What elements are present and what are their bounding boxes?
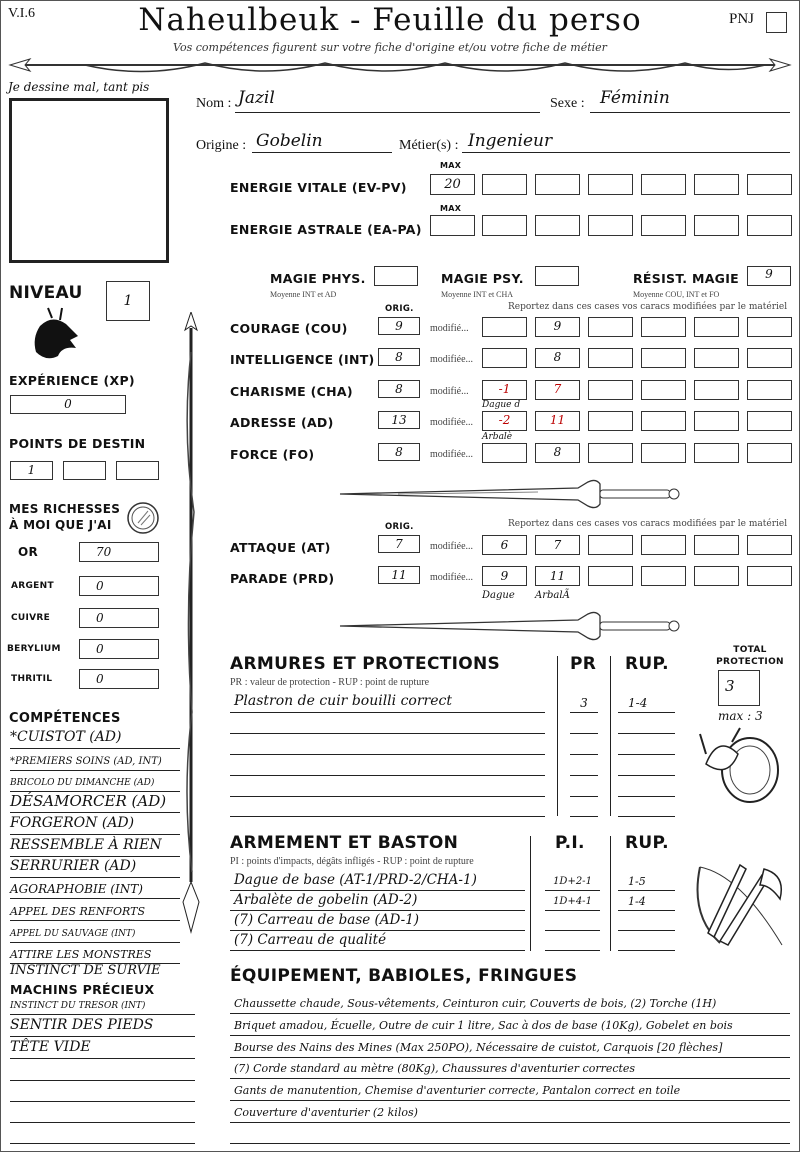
armor-pr-line	[570, 712, 598, 713]
armor-col-pr: PR	[570, 654, 597, 674]
destiny-field-3[interactable]	[116, 461, 159, 480]
magic-phys-field[interactable]	[374, 266, 418, 286]
stat-mod-field[interactable]	[482, 348, 527, 368]
equipment-line-text[interactable]: Gants de manutention, Chemise d'aventurier correcte, Pantalon correct en toile	[234, 1084, 681, 1097]
stat-orig-field[interactable]: 8	[378, 348, 420, 366]
weapons-col-pi: P.I.	[555, 833, 585, 853]
weapon-name[interactable]: Arbalète de gobelin (AD-2)	[234, 892, 418, 908]
combat-orig-label: ORIG.	[385, 522, 414, 532]
combat-orig-field[interactable]: 11	[378, 566, 420, 584]
arbalete-note: Arbalè	[482, 432, 513, 442]
origin-field[interactable]: Gobelin	[256, 131, 323, 151]
combat-note-arbalete: ArbalÃ	[535, 590, 570, 601]
ev-box-2[interactable]	[482, 174, 527, 195]
armor-line	[230, 816, 545, 817]
wealth-label-2: À MOI QUE J'AI	[9, 518, 112, 532]
level-label: NIVEAU	[9, 283, 83, 303]
skill-item[interactable]: APPEL DU SAUVAGE (INT)	[10, 929, 136, 939]
ea-box-3[interactable]	[535, 215, 580, 236]
sex-label: Sexe :	[550, 96, 585, 111]
weapon-rup-line	[618, 890, 675, 891]
armor-name[interactable]: Plastron de cuir bouilli correct	[234, 693, 452, 709]
wealth-field[interactable]: 70	[79, 542, 159, 562]
weapons-col-rup: RUP.	[625, 833, 669, 853]
combat-mod-field[interactable]: 7	[535, 535, 580, 555]
magic-psy-field[interactable]	[535, 266, 579, 286]
weapon-line	[230, 930, 525, 931]
skills-label: COMPÉTENCES	[9, 711, 121, 726]
ea-label: ENERGIE ASTRALE (EA-PA)	[230, 222, 422, 237]
skill-line	[10, 1058, 195, 1059]
skill-item[interactable]: SENTIR DES PIEDS	[10, 1017, 154, 1033]
name-field[interactable]: Jazil	[238, 88, 275, 108]
equipment-line	[230, 1035, 790, 1036]
combat-mod-field[interactable]: 11	[535, 566, 580, 586]
resist-magic-sub: Moyenne COU, INT et FO	[633, 290, 720, 299]
wealth-label: OR	[18, 545, 39, 559]
wealth-field[interactable]: 0	[79, 669, 159, 689]
coin-icon	[126, 501, 160, 535]
xp-field[interactable]: 0	[10, 395, 126, 414]
skill-line	[10, 770, 180, 771]
armor-title: ARMURES ET PROTECTIONS	[230, 654, 501, 674]
ev-box-6[interactable]	[694, 174, 739, 195]
combat-note-dague: Dague	[482, 590, 515, 601]
stat-orig-field[interactable]: 8	[378, 380, 420, 398]
stat-mod-field[interactable]	[641, 317, 686, 337]
armor-pr-line	[570, 775, 598, 776]
combat-mod-field[interactable]	[747, 566, 792, 586]
stat-label: FORCE (FO)	[230, 447, 315, 462]
skill-line	[10, 1080, 195, 1081]
skill-line	[10, 834, 180, 835]
armor-pr-line	[570, 754, 598, 755]
equipment-line	[230, 1122, 790, 1123]
stat-label: COURAGE (COU)	[230, 321, 348, 336]
combat-mod-field[interactable]	[694, 535, 739, 555]
destiny-field-1[interactable]: 1	[10, 461, 53, 480]
stat-mod-field[interactable]	[641, 348, 686, 368]
combat-mod-field[interactable]: 9	[482, 566, 527, 586]
stat-mod-field[interactable]	[641, 411, 686, 431]
total-label-2: PROTECTION	[716, 657, 784, 667]
ea-box-4[interactable]	[588, 215, 633, 236]
total-label-1: TOTAL	[733, 645, 767, 655]
stat-mod-label: modifiée...	[430, 354, 474, 365]
crossed-weapons-icon	[690, 855, 790, 950]
stat-mod-field[interactable]	[641, 380, 686, 400]
skill-item[interactable]: BRICOLO DU DIMANCHE (AD)	[10, 778, 155, 788]
ev-box-3[interactable]	[535, 174, 580, 195]
equipment-line-text[interactable]: (7) Corde standard au mètre (80Kg), Chaussures d'aventurier correctes	[234, 1062, 636, 1075]
weapon-pi[interactable]: 1D+4-1	[553, 896, 592, 907]
stat-mod-field[interactable]: -1	[482, 380, 527, 400]
total-protection-field[interactable]: 3	[718, 670, 760, 706]
ea-box-7[interactable]	[747, 215, 792, 236]
dague-note: Dague d	[482, 400, 521, 410]
armor-rup-line	[618, 733, 675, 734]
weapon-pi-line	[545, 910, 600, 911]
stat-orig-field[interactable]: 13	[378, 411, 420, 429]
combat-label: PARADE (PRD)	[230, 571, 335, 586]
equipment-title: ÉQUIPEMENT, BABIOLES, FRINGUES	[230, 966, 578, 986]
stat-mod-field[interactable]: 9	[535, 317, 580, 337]
dragon-icon	[32, 306, 82, 364]
stat-mod-label: modifiée...	[430, 417, 474, 428]
combat-mod-field[interactable]	[641, 535, 686, 555]
ev-max-label: MAX	[440, 161, 462, 170]
version-label: V.I.6	[8, 6, 35, 21]
skill-item[interactable]: RESSEMBLE À RIEN	[10, 837, 162, 853]
combat-mod-field[interactable]	[588, 566, 633, 586]
equipment-line-text[interactable]: Bourse des Nains des Mines (Max 250PO), Nécessaire de cuistot, Carquois [20 flèches]	[234, 1041, 723, 1054]
skill-line	[10, 898, 180, 899]
stat-mod-field[interactable]: 11	[535, 411, 580, 431]
spear-icon	[180, 312, 202, 937]
combat-mod-field[interactable]	[588, 535, 633, 555]
stat-mod-field[interactable]	[694, 380, 739, 400]
stats-report-note: Reportez dans ces cases vos caracs modifiées par le matériel	[508, 302, 788, 312]
equipment-line	[230, 1143, 790, 1144]
stat-mod-label: modifié...	[430, 323, 469, 334]
stat-mod-field[interactable]	[588, 380, 633, 400]
armor-col-rup: RUP.	[625, 654, 669, 674]
weapons-subtitle: PI : points d'impacts, dégâts infligés - RUP : point de rupture	[230, 856, 474, 867]
wealth-field[interactable]: 0	[79, 639, 159, 659]
weapon-pi[interactable]: 1D+2-1	[553, 876, 592, 887]
ea-max-label: MAX	[440, 204, 462, 213]
armor-pr-line	[570, 733, 598, 734]
weapon-rup-line	[618, 950, 675, 951]
skill-line	[10, 942, 180, 943]
skill-item[interactable]: SERRURIER (AD)	[10, 858, 137, 874]
wealth-label: ARGENT	[11, 581, 54, 591]
stat-mod-field[interactable]	[588, 411, 633, 431]
magic-phys-sub: Moyenne INT et AD	[270, 290, 337, 299]
stat-mod-field[interactable]	[747, 443, 792, 463]
name-label: Nom :	[196, 96, 232, 111]
wealth-label-1: MES RICHESSES	[9, 502, 121, 516]
weapon-line	[230, 910, 525, 911]
weapon-pi-line	[545, 930, 600, 931]
skill-item[interactable]: APPEL DES RENFORTS	[10, 905, 146, 918]
combat-orig-field[interactable]: 7	[378, 535, 420, 553]
weapon-rup[interactable]: 1-5	[628, 875, 646, 888]
skill-item[interactable]: DÉSAMORCER (AD)	[10, 792, 167, 810]
armor-rup-line	[618, 754, 675, 755]
equipment-line	[230, 1100, 790, 1101]
skill-line	[10, 877, 180, 878]
job-label: Métier(s) :	[399, 138, 459, 153]
resist-magic-label: RÉSIST. MAGIE	[633, 271, 740, 286]
stat-mod-field[interactable]	[641, 443, 686, 463]
ev-box-4[interactable]	[588, 174, 633, 195]
max-protection: max : 3	[718, 709, 763, 723]
skill-item[interactable]: ATTIRE LES MONSTRES	[10, 948, 152, 961]
skill-line	[10, 856, 180, 857]
level-field[interactable]: 1	[106, 281, 150, 321]
combat-mod-field[interactable]	[694, 566, 739, 586]
skill-item[interactable]: AGORAPHOBIE (INT)	[10, 882, 143, 896]
equipment-line	[230, 1057, 790, 1058]
skill-line	[10, 748, 180, 749]
npc-label: PNJ	[729, 11, 755, 27]
skill-line	[10, 963, 180, 964]
skill-item[interactable]: *PREMIERS SOINS (AD, INT)	[10, 756, 162, 767]
weapon-rup-line	[618, 910, 675, 911]
destiny-label: POINTS DE DESTIN	[9, 436, 146, 451]
skill-line	[10, 812, 180, 813]
sword-icon	[338, 478, 683, 510]
combat-label: ATTAQUE (AT)	[230, 540, 331, 555]
stat-mod-field[interactable]	[588, 348, 633, 368]
stats-orig-label: ORIG.	[385, 304, 414, 314]
skill-line	[10, 920, 180, 921]
armor-rup-line	[618, 775, 675, 776]
ea-box-6[interactable]	[694, 215, 739, 236]
sex-field[interactable]: Féminin	[600, 88, 670, 108]
stat-label: INTELLIGENCE (INT)	[230, 352, 375, 367]
equipment-line-text[interactable]: Couverture d'aventurier (2 kilos)	[234, 1106, 418, 1119]
wealth-field[interactable]: 0	[79, 608, 159, 628]
ev-box-7[interactable]	[747, 174, 792, 195]
stat-mod-field[interactable]	[588, 317, 633, 337]
armor-pr-line	[570, 816, 598, 817]
skill-line	[10, 791, 180, 792]
weapons-title: ARMEMENT ET BASTON	[230, 833, 459, 853]
stat-mod-field[interactable]	[747, 317, 792, 337]
treasures-label: MACHINS PRÉCIEUX	[10, 982, 155, 997]
portrait-box[interactable]	[9, 98, 169, 263]
weapon-rup[interactable]: 1-4	[628, 895, 646, 908]
armor-rup[interactable]: 1-4	[628, 696, 648, 710]
armor-pr-line	[570, 796, 598, 797]
weapon-rup-line	[618, 930, 675, 931]
arrow-banner-icon	[5, 57, 795, 79]
skill-item[interactable]: *CUISTOT (AD)	[10, 729, 122, 745]
combat-mod-label: modifiée...	[430, 572, 474, 583]
stat-mod-field[interactable]	[694, 317, 739, 337]
ev-box-1[interactable]: 20	[430, 174, 475, 195]
page-subtitle: Vos compétences figurent sur votre fiche d'origine et/ou votre fiche de métier	[173, 41, 607, 54]
ea-box-2[interactable]	[482, 215, 527, 236]
stat-mod-field[interactable]: 8	[535, 443, 580, 463]
stat-mod-field[interactable]	[694, 411, 739, 431]
armor-subtitle: PR : valeur de protection - RUP : point de rupture	[230, 677, 430, 688]
armor-line	[230, 712, 545, 713]
armor-rup-line	[618, 796, 675, 797]
armor-line	[230, 796, 545, 797]
skill-line	[10, 1101, 195, 1102]
stat-mod-field[interactable]	[482, 443, 527, 463]
stat-orig-field[interactable]: 8	[378, 443, 420, 461]
ea-box-1[interactable]	[430, 215, 475, 236]
weapon-name[interactable]: (7) Carreau de base (AD-1)	[234, 912, 420, 928]
stat-mod-field[interactable]	[588, 443, 633, 463]
stat-mod-field[interactable]	[747, 348, 792, 368]
combat-mod-field[interactable]: 6	[482, 535, 527, 555]
armor-pr[interactable]: 3	[580, 696, 588, 710]
origin-label: Origine :	[196, 138, 247, 153]
armor-rup-line	[618, 816, 675, 817]
combat-mod-field[interactable]	[641, 566, 686, 586]
stat-mod-field[interactable]: 8	[535, 348, 580, 368]
wealth-field[interactable]: 0	[79, 576, 159, 596]
skill-item[interactable]: FORGERON (AD)	[10, 815, 135, 831]
npc-checkbox[interactable]	[766, 12, 787, 33]
skill-line	[10, 1036, 195, 1037]
skill-item[interactable]: INSTINCT DE SURVIE	[10, 963, 161, 978]
magic-phys-label: MAGIE PHYS.	[270, 271, 366, 286]
helmet-shield-icon	[698, 724, 783, 807]
skill-item[interactable]: INSTINCT DU TRESOR (INT)	[10, 1001, 146, 1011]
stat-mod-field[interactable]	[747, 411, 792, 431]
weapon-name[interactable]: Dague de base (AT-1/PRD-2/CHA-1)	[234, 872, 477, 888]
equipment-line-text[interactable]: Briquet amadou, Écuelle, Outre de cuir 1 litre, Sac à dos de base (10Kg), Gobelet en bois	[234, 1019, 733, 1032]
wealth-label: CUIVRE	[11, 613, 51, 623]
ev-box-5[interactable]	[641, 174, 686, 195]
stat-label: CHARISME (CHA)	[230, 384, 353, 399]
stat-mod-field[interactable]	[694, 348, 739, 368]
destiny-field-2[interactable]	[63, 461, 106, 480]
ea-box-5[interactable]	[641, 215, 686, 236]
stat-mod-field[interactable]: 7	[535, 380, 580, 400]
stat-mod-field[interactable]: -2	[482, 411, 527, 431]
armor-line	[230, 775, 545, 776]
combat-mod-field[interactable]	[747, 535, 792, 555]
skill-line	[10, 1014, 195, 1015]
job-field[interactable]: Ingenieur	[468, 131, 553, 151]
skill-line	[10, 1122, 195, 1123]
weapon-pi-line	[545, 890, 600, 891]
weapon-name[interactable]: (7) Carreau de qualité	[234, 932, 387, 948]
wealth-label: THRITIL	[11, 674, 53, 684]
sword-icon	[338, 610, 683, 642]
skill-line	[10, 1143, 195, 1144]
combat-report-note: Reportez dans ces cases vos caracs modifiées par le matériel	[508, 519, 788, 529]
resist-magic-field[interactable]: 9	[747, 266, 791, 286]
armor-line	[230, 733, 545, 734]
portrait-caption: Je dessine mal, tant pis	[8, 80, 150, 94]
stat-orig-field[interactable]: 9	[378, 317, 420, 335]
weapon-line	[230, 890, 525, 891]
magic-psy-label: MAGIE PSY.	[441, 271, 524, 286]
armor-line	[230, 754, 545, 755]
armor-rup-line	[618, 712, 675, 713]
equipment-line	[230, 1013, 790, 1014]
stat-label: ADRESSE (AD)	[230, 415, 334, 430]
equipment-line-text[interactable]: Chaussette chaude, Sous-vêtements, Ceinturon cuir, Couverts de bois, (2) Torche (1H)	[234, 997, 717, 1010]
skill-item[interactable]: TÊTE VIDE	[10, 1039, 91, 1055]
stat-mod-field[interactable]	[482, 317, 527, 337]
combat-mod-label: modifiée...	[430, 541, 474, 552]
weapon-pi-line	[545, 950, 600, 951]
xp-label: EXPÉRIENCE (XP)	[9, 373, 135, 388]
weapon-line	[230, 950, 525, 951]
stat-mod-label: modifiée...	[430, 449, 474, 460]
page-title: Naheulbeuk - Feuille du perso	[138, 2, 642, 38]
wealth-label: BERYLIUM	[7, 644, 61, 654]
stat-mod-label: modifié...	[430, 386, 469, 397]
equipment-line	[230, 1078, 790, 1079]
magic-psy-sub: Moyenne INT et CHA	[441, 290, 514, 299]
ev-label: ENERGIE VITALE (EV-PV)	[230, 180, 407, 195]
stat-mod-field[interactable]	[747, 380, 792, 400]
stat-mod-field[interactable]	[694, 443, 739, 463]
